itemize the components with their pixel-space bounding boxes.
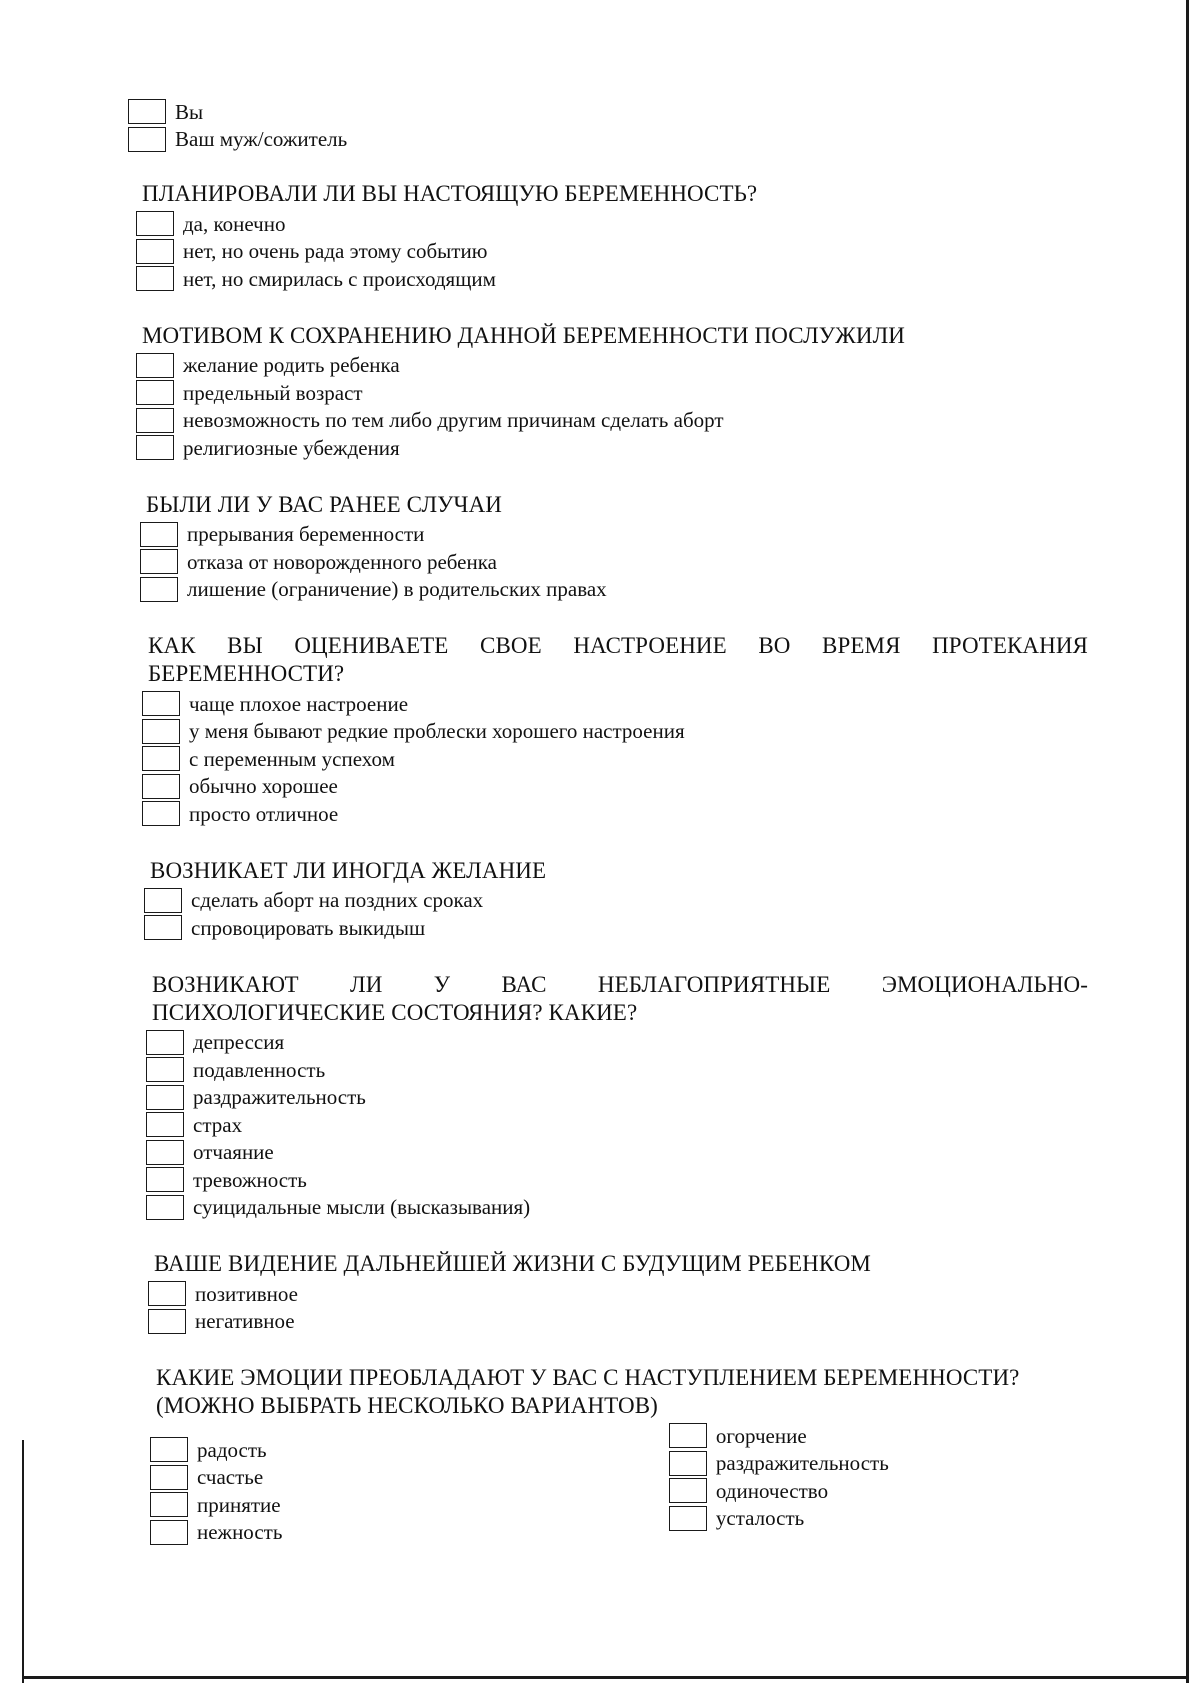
option-label: просто отличное	[189, 801, 339, 826]
option-label: религиозные убеждения	[183, 435, 400, 460]
page-border-bottom	[22, 1676, 1189, 1679]
answer-option[interactable]	[669, 1450, 1088, 1478]
checkbox[interactable]	[146, 1030, 184, 1055]
question-section	[142, 632, 1088, 828]
page-border-right	[1186, 0, 1189, 1683]
checkbox[interactable]	[142, 801, 180, 826]
question-section	[146, 971, 1088, 1222]
answer-option[interactable]	[669, 1477, 1088, 1505]
question-section	[136, 180, 1088, 293]
checkbox[interactable]	[144, 888, 182, 913]
answer-option[interactable]	[146, 1056, 1088, 1084]
answer-option[interactable]	[140, 576, 1088, 604]
option-label: Ваш муж/сожитель	[175, 127, 348, 152]
answer-option[interactable]	[146, 1084, 1088, 1112]
checkbox[interactable]	[669, 1478, 707, 1503]
answer-option[interactable]	[150, 1436, 669, 1464]
question-title: ВОЗНИКАЕТ ЛИ ИНОГДА ЖЕЛАНИЕ	[150, 857, 547, 883]
question-title: МОТИВОМ К СОХРАНЕНИЮ ДАННОЙ БЕРЕМЕННОСТИ ПОСЛУЖИЛИ	[142, 322, 905, 348]
answer-option[interactable]	[142, 800, 1088, 828]
option-you[interactable]	[128, 98, 1088, 126]
answer-option[interactable]	[144, 914, 1088, 942]
checkbox[interactable]	[150, 1437, 188, 1462]
option-label: суицидальные мысли (высказывания)	[193, 1195, 531, 1220]
option-label: с переменным успехом	[189, 746, 395, 771]
option-label: одиночество	[715, 1478, 829, 1503]
question-title: ПЛАНИРОВАЛИ ЛИ ВЫ НАСТОЯЩУЮ БЕРЕМЕННОСТЬ?	[142, 181, 758, 206]
option-label: Вы	[175, 99, 204, 124]
option-label: предельный возраст	[183, 380, 363, 405]
question-title: КАКИЕ ЭМОЦИИ ПРЕОБЛАДАЮТ У ВАС С НАСТУПЛЕНИЕМ БЕРЕМЕННОСТИ? (МОЖНО ВЫБРАТЬ НЕСКОЛЬКО ВАРИАНТОВ)	[156, 1365, 1020, 1418]
checkbox[interactable]	[146, 1085, 184, 1110]
checkbox[interactable]	[142, 719, 180, 744]
answer-option[interactable]	[142, 718, 1088, 746]
question-sections	[128, 180, 1088, 1335]
checkbox[interactable]	[136, 211, 174, 236]
questionnaire-content	[128, 98, 1088, 1575]
checkbox[interactable]	[140, 549, 178, 574]
checkbox[interactable]	[146, 1195, 184, 1220]
option-label: отчаяние	[193, 1140, 274, 1165]
positive-emotions-column	[150, 1422, 669, 1546]
answer-option[interactable]	[150, 1464, 669, 1492]
checkbox[interactable]	[136, 353, 174, 378]
option-label: отказа от новорожденного ребенка	[187, 549, 497, 574]
checkbox[interactable]	[146, 1167, 184, 1192]
emotions-section	[150, 1364, 1088, 1546]
answer-option[interactable]	[144, 887, 1088, 915]
checkbox[interactable]	[136, 239, 174, 264]
answer-option[interactable]	[146, 1194, 1088, 1222]
answer-option[interactable]	[136, 265, 1088, 293]
answer-option[interactable]	[136, 238, 1088, 266]
checkbox[interactable]	[142, 774, 180, 799]
option-label: спровоцировать выкидыш	[191, 915, 426, 940]
checkbox[interactable]	[140, 577, 178, 602]
option-label: счастье	[197, 1465, 264, 1490]
checkbox[interactable]	[150, 1465, 188, 1490]
option-label: усталость	[715, 1506, 805, 1531]
answer-option[interactable]	[150, 1519, 669, 1547]
checkbox[interactable]	[136, 380, 174, 405]
checkbox[interactable]	[144, 915, 182, 940]
checkbox[interactable]	[148, 1281, 186, 1306]
answer-option[interactable]	[146, 1139, 1088, 1167]
intro-section	[128, 98, 1088, 153]
checkbox[interactable]	[140, 522, 178, 547]
answer-option[interactable]	[140, 548, 1088, 576]
question-section	[140, 491, 1088, 604]
option-label: невозможность по тем либо другим причинам сделать аборт	[183, 408, 724, 433]
option-label: желание родить ребенка	[183, 353, 400, 378]
answer-option[interactable]	[669, 1422, 1088, 1450]
checkbox[interactable]	[669, 1451, 707, 1476]
answer-option[interactable]	[136, 352, 1088, 380]
answer-option[interactable]	[148, 1308, 1088, 1336]
question-title: ВАШЕ ВИДЕНИЕ ДАЛЬНЕЙШЕЙ ЖИЗНИ С БУДУЩИМ РЕБЕНКОМ	[154, 1251, 871, 1276]
checkbox[interactable]	[669, 1423, 707, 1448]
checkbox[interactable]	[146, 1057, 184, 1082]
option-label: да, конечно	[183, 211, 286, 236]
negative-emotions-column	[669, 1422, 1088, 1546]
checkbox[interactable]	[150, 1492, 188, 1517]
option-label: у меня бывают редкие проблески хорошего настроения	[189, 719, 685, 744]
checkbox[interactable]	[146, 1140, 184, 1165]
option-label: лишение (ограничение) в родительских правах	[187, 577, 607, 602]
answer-option[interactable]	[136, 379, 1088, 407]
checkbox[interactable]	[136, 435, 174, 460]
question-title: КАК ВЫ ОЦЕНИВАЕТЕ СВОЕ НАСТРОЕНИЕ ВО ВРЕМЯ ПРОТЕКАНИЯ БЕРЕМЕННОСТИ?	[148, 633, 1088, 686]
answer-option[interactable]	[140, 521, 1088, 549]
option-label: нет, но очень рада этому событию	[183, 239, 488, 264]
option-label: раздражительность	[193, 1085, 366, 1110]
option-label: огорчение	[715, 1423, 807, 1448]
answer-option[interactable]	[146, 1166, 1088, 1194]
emotions-options	[150, 1422, 1088, 1546]
option-label: принятие	[197, 1492, 281, 1517]
answer-option[interactable]	[136, 407, 1088, 435]
option-label: раздражительность	[715, 1451, 889, 1476]
option-label: сделать аборт на поздних сроках	[191, 888, 484, 913]
question-title: БЫЛИ ЛИ У ВАС РАНЕЕ СЛУЧАИ	[146, 491, 503, 517]
page-border-left	[22, 1440, 24, 1683]
answer-option[interactable]	[146, 1029, 1088, 1057]
answer-option[interactable]	[136, 434, 1088, 462]
question-section	[144, 857, 1088, 942]
option-label: обычно хорошее	[189, 774, 338, 799]
option-label: подавленность	[193, 1057, 326, 1082]
question-section	[136, 322, 1088, 462]
option-label: депрессия	[193, 1030, 285, 1055]
checkbox[interactable]	[669, 1506, 707, 1531]
checkbox[interactable]	[136, 266, 174, 291]
option-husband[interactable]	[128, 126, 1088, 154]
option-label: страх	[193, 1112, 243, 1137]
checkbox[interactable]	[148, 1309, 186, 1334]
option-label: нежность	[197, 1520, 283, 1545]
checkbox[interactable]	[128, 99, 166, 124]
answer-option[interactable]	[142, 690, 1088, 718]
option-label: прерывания беременности	[187, 522, 425, 547]
answer-option[interactable]	[136, 210, 1088, 238]
checkbox[interactable]	[150, 1520, 188, 1545]
answer-option[interactable]	[148, 1280, 1088, 1308]
answer-option[interactable]	[669, 1505, 1088, 1533]
question-section	[148, 1250, 1088, 1335]
checkbox[interactable]	[128, 127, 166, 152]
option-label: позитивное	[195, 1281, 298, 1306]
answer-option[interactable]	[150, 1491, 669, 1519]
answer-option[interactable]	[142, 773, 1088, 801]
option-label: радость	[197, 1437, 267, 1462]
option-label: негативное	[195, 1309, 295, 1334]
option-label: нет, но смирилась с происходящим	[183, 266, 496, 291]
answer-option[interactable]	[142, 745, 1088, 773]
option-label: чаще плохое настроение	[189, 691, 409, 716]
checkbox[interactable]	[146, 1112, 184, 1137]
answer-option[interactable]	[146, 1111, 1088, 1139]
checkbox[interactable]	[142, 691, 180, 716]
option-label: тревожность	[193, 1167, 307, 1192]
checkbox[interactable]	[136, 408, 174, 433]
question-title: ВОЗНИКАЮТ ЛИ У ВАС НЕБЛАГОПРИЯТНЫЕ ЭМОЦИОНАЛЬНО-ПСИХОЛОГИЧЕСКИЕ СОСТОЯНИЯ? КАКИЕ?	[152, 971, 1088, 1025]
checkbox[interactable]	[142, 746, 180, 771]
